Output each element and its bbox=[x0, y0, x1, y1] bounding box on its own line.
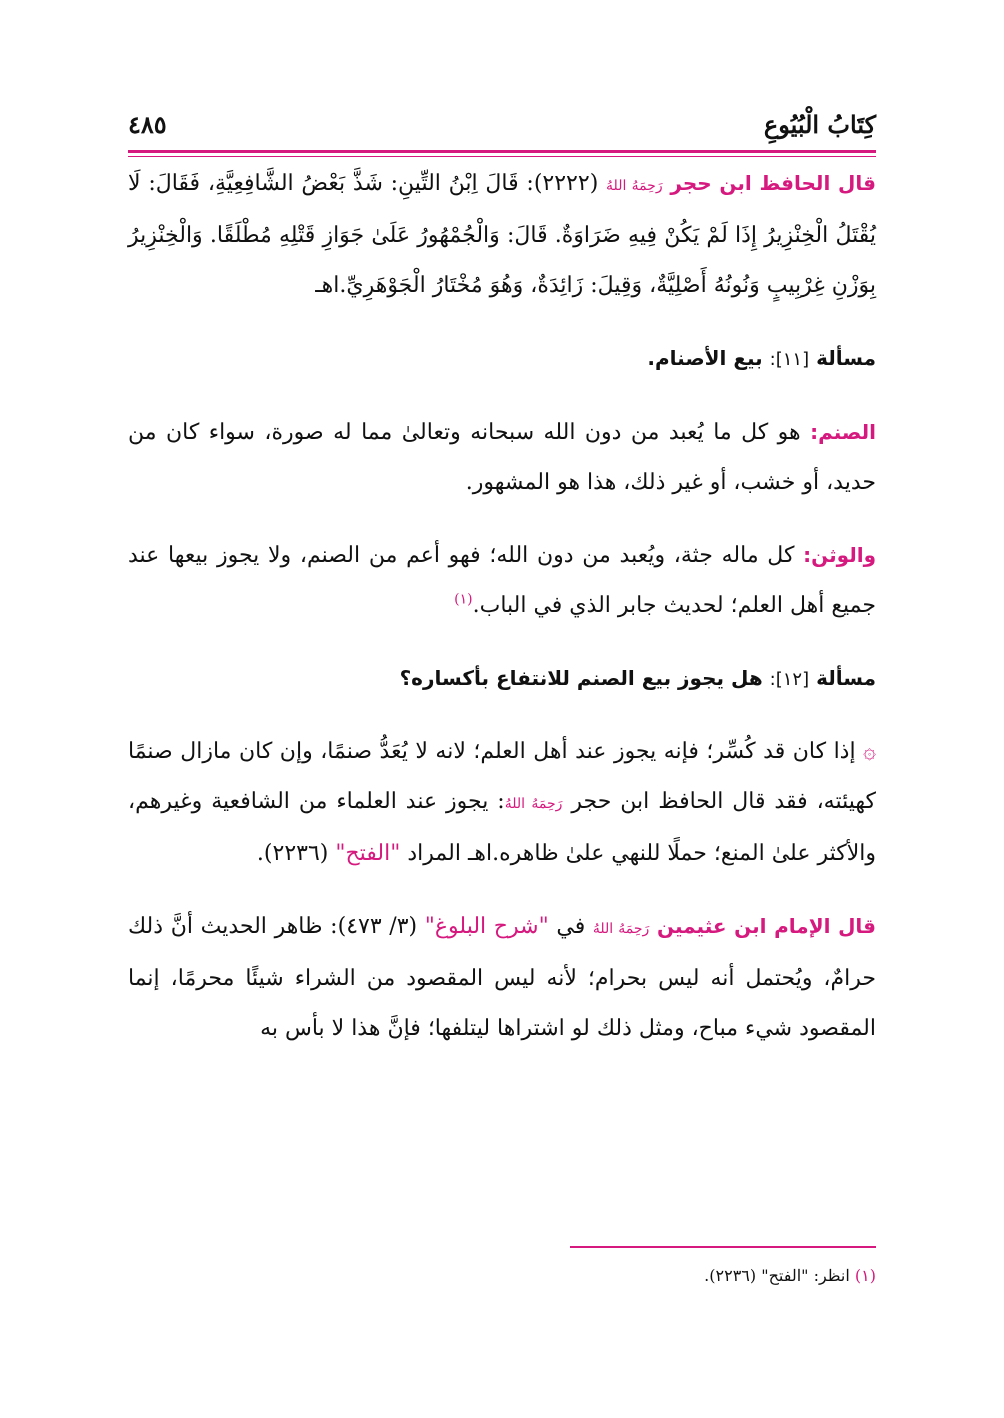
footnote-reference[interactable]: (١) bbox=[454, 591, 473, 608]
paragraph-text: إذا كان قد كُسِّر؛ فإنه يجوز عند أهل العلم؛ لانه لا يُعَدُّ صنمًا، وإن كان مازال صنمًا كهيئته، فقد قال الحافظ ابن حجر bbox=[128, 739, 877, 814]
header-rule-thin bbox=[128, 156, 876, 157]
source-title: "الفتح" bbox=[335, 841, 401, 866]
footnote-number: (١) bbox=[854, 1266, 876, 1285]
section-heading-11 bbox=[128, 333, 876, 385]
heading-label: مسألة bbox=[816, 666, 876, 690]
honorific: رَحِمَهُ اللهُ bbox=[606, 178, 663, 194]
source-title: "شرح البلوغ" bbox=[424, 914, 549, 939]
honorific: رَحِمَهُ اللهُ bbox=[504, 796, 563, 812]
paragraph-text: (٢٢٣٦). bbox=[256, 841, 336, 866]
document-page bbox=[128, 96, 876, 1356]
footnote bbox=[704, 1264, 876, 1288]
term-sanam: الصنم: bbox=[810, 420, 876, 444]
paragraph-text: (٢٢٢٢): قَالَ اِبْنُ التِّينِ: شَذَّ بَعْضُ الشَّافِعِيَّةِ، فَقَالَ: لَا يُقْتَلُ الْخِنْزِيرُ إِذَا لَمْ يَكُنْ فِيهِ ضَرَاوَةٌ. قَالَ: وَالْجُمْهُورُ عَلَىٰ جَوَازِ قَتْلِهِ مُطْلَقًا. وَالْخِنْزِيرُ بِوَزْنِ غِرْبِيبٍ وَنُونُهُ أَصْلِيَّةٌ، وَقِيلَ: زَائِدَةٌ، وَهُوَ مُخْتَارُ الْجَوْهَرِيِّ.اهـ bbox=[128, 171, 876, 298]
paragraph-sanam-definition bbox=[128, 407, 876, 508]
page-number: ٤٨٥ bbox=[128, 110, 167, 139]
footnote-text: انظر: "الفتح" (٢٢٣٦). bbox=[704, 1266, 855, 1285]
paragraph-text: كل ماله جثة، ويُعبد من دون الله؛ فهو أعم من الصنم، ولا يجوز بيعها عند جميع أهل العلم؛ لحديث جابر الذي في الباب. bbox=[128, 543, 876, 618]
section-heading-12 bbox=[128, 653, 876, 705]
honorific: رَحِمَهُ اللهُ bbox=[592, 921, 650, 937]
heading-title: بيع الأصنام. bbox=[647, 346, 763, 370]
paragraph-text: : يجوز عند العلماء من الشافعية وغيرهم، والأكثر علىٰ المنع؛ حملًا للنهي علىٰ ظاهره.اهـ المراد bbox=[128, 789, 876, 866]
heading-title: هل يجوز بيع الصنم للانتفاع بأكساره؟ bbox=[399, 666, 763, 690]
footnote-rule bbox=[570, 1246, 876, 1248]
heading-number: [١٢]: bbox=[769, 669, 810, 690]
paragraph-ibn-uthaymeen bbox=[128, 901, 876, 1054]
book-title: كِتَابُ الْبُيُوعِ bbox=[763, 110, 876, 139]
paragraph-wathan-definition bbox=[128, 530, 876, 631]
term-wathan: والوثن: bbox=[803, 543, 876, 567]
heading-label: مسألة bbox=[816, 346, 876, 370]
speaker-name: قال الحافظ ابن حجر bbox=[670, 171, 877, 195]
paragraph-text: هو كل ما يُعبد من دون الله سبحانه وتعالىٰ مما له صورة، سواء كان من حديد، أو خشب، أو غير ذلك، هذا هو المشهور. bbox=[128, 420, 876, 495]
paragraph-text: في bbox=[548, 914, 593, 939]
header-rule bbox=[128, 150, 876, 153]
paragraph-ibn-hajar bbox=[128, 158, 876, 311]
paragraph-broken-idol bbox=[128, 727, 876, 879]
page-content bbox=[128, 158, 876, 1054]
speaker-name: قال الإمام ابن عثيمين bbox=[656, 914, 877, 938]
paragraph-text: (٣/ ٤٧٣): ظاهر الحديث أنَّ ذلك حرامٌ، ويُحتمل أنه ليس بحرام؛ لأنه ليس المقصود من الشراء شيئًا محرمًا، إنما المقصود شيء مباح، ومثل ذلك لو اشتراها ليتلفها؛ فإنَّ هذا لا بأس به bbox=[128, 914, 876, 1041]
flower-bullet-icon: ۞ bbox=[863, 739, 876, 764]
page-header bbox=[128, 96, 876, 146]
heading-number: [١١]: bbox=[769, 349, 810, 370]
